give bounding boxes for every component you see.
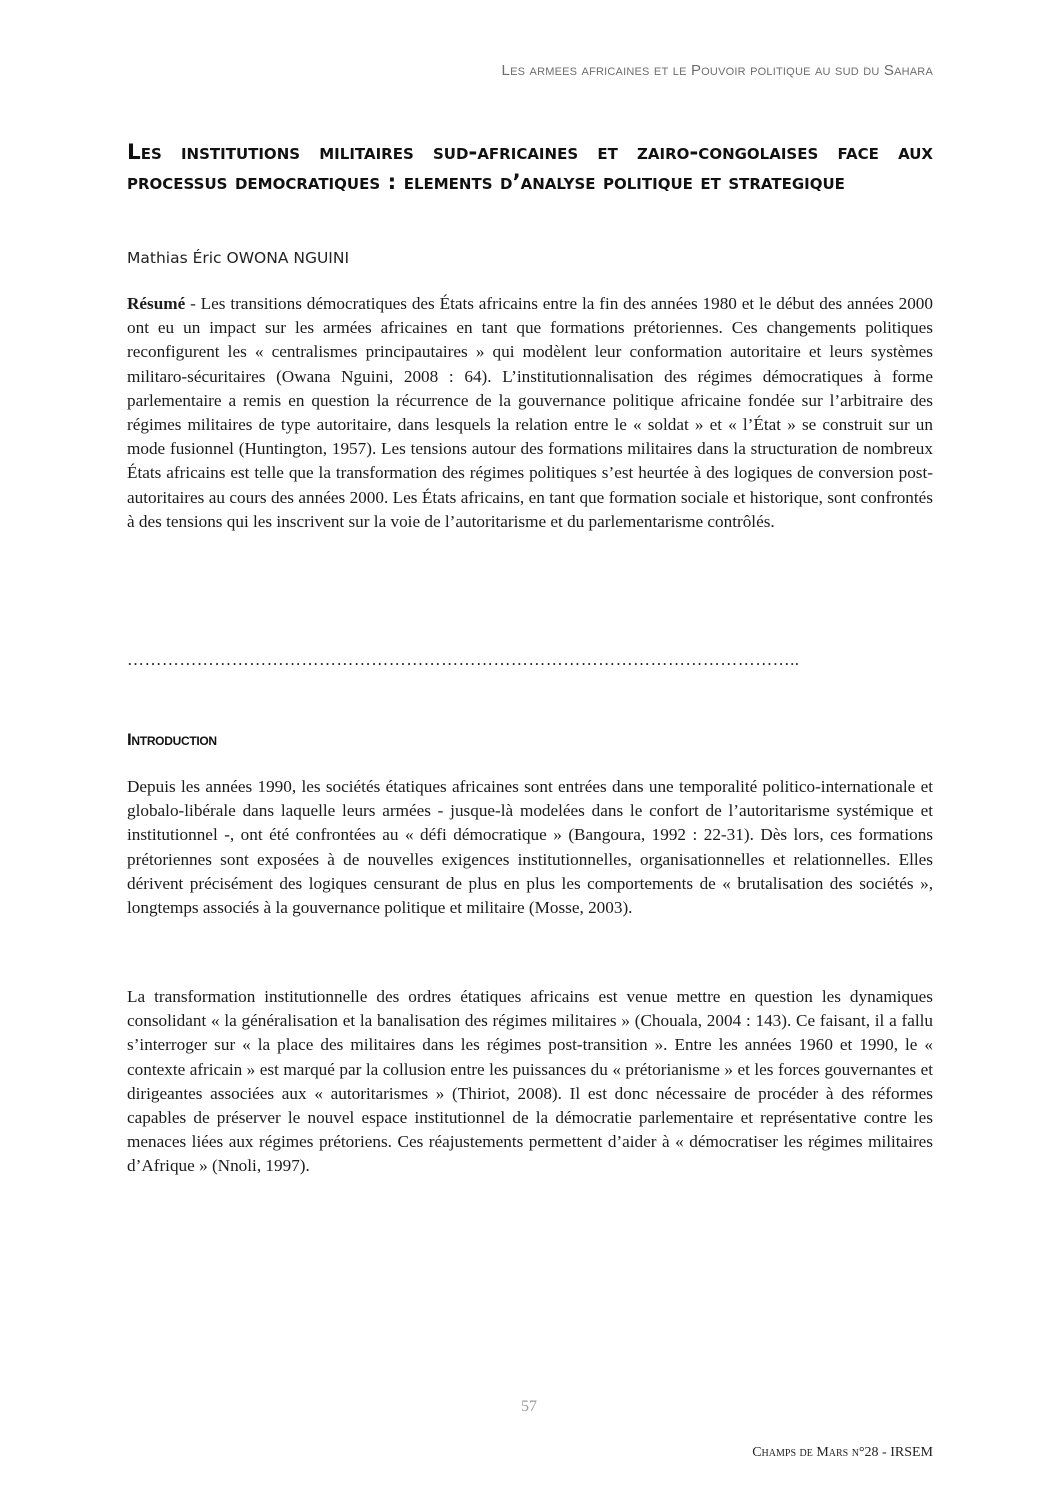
- section-heading-introduction: Introduction: [127, 730, 217, 749]
- body-paragraph: Depuis les années 1990, les sociétés étatiques africaines sont entrées dans une temporalité politico-internationale et globalo-libérale dans laquelle leurs armées - jusque-là modelées dans le confort de l’autoritarisme systémique et institutionnel -, ont été confrontées au « défi démocratique » (Bangoura, 1992 : 22-31). Dès lors, ces formations prétoriennes sont exposées à de nouvelles exigences institutionnelles, organisationnelles et relationnelles. Elles dérivent précisément des logiques censurant de plus en plus les comportements de « brutalisation des sociétés », longtemps associés à la gouvernance politique et militaire (Mosse, 2003).: [127, 777, 933, 918]
- body-paragraph: La transformation institutionnelle des ordres étatiques africains est venue mettre en question les dynamiques consolidant « la généralisation et la banalisation des régimes militaires » (Chouala, 2004 : 143). Ce faisant, il a fallu s’interroger sur « la place des militaires dans les régimes post-transition ». Entre les années 1960 et 1990, le « contexte africain » est marqué par la collusion entre les puissances du « prétorianisme » et les forces gouvernantes et dirigeantes associées aux « autoritarismes » (Thiriot, 2008). Il est donc nécessaire de procéder à des réformes capables de préserver le nouvel espace institutionnel de la démocratie parlementaire et représentative contre les menaces liées aux régimes prétoriens. Ces réajustements permettent d’aider à « démocratiser les régimes militaires d’Afrique » (Nnoli, 1997).: [127, 987, 933, 1176]
- article-title: Les institutions militaires sud-africaines et zairo-congolaises face aux processus democratiques : elements d’analyse politique et strategique: [127, 140, 933, 195]
- abstract-label: Résumé: [127, 294, 186, 313]
- article-author: Mathias Éric OWONA NGUINI: [127, 249, 350, 267]
- page-number: 57: [521, 1398, 537, 1415]
- running-header: Les armees africaines et le Pouvoir politique au sud du Sahara: [501, 62, 933, 79]
- journal-footer: Champs de Mars n°28 - IRSEM: [752, 1445, 933, 1460]
- abstract-text: - Les transitions démocratiques des États africains entre la fin des années 1980 et le début des années 2000 ont eu un impact sur les armées africaines en tant que formations prétoriennes. Ces changements politiques reconfigurent les « centralismes principautaires » qui modèlent leur conformation autoritaire et leurs systèmes militaro-sécuritaires (Owana Nguini, 2008 : 64). L’institutionnalisation des régimes démocratiques à forme parlementaire a remis en question la récurrence de la gouvernance politique africaine fondée sur l’arbitraire des régimes militaires de type autoritaire, dans lesquels la relation entre le « soldat » et « l’État » se construit sur un mode fusionnel (Huntington, 1957). Les tensions autour des formations militaires dans la structuration de nombreux États africains est telle que la transformation des régimes politiques s’est heurtée à des logiques de conversion post-autoritaires au cours des années 2000. Les États africains, en tant que formation sociale et historique, sont confrontés à des tensions qui les inscrivent sur la voie de l’autoritarisme et du parlementarisme contrôlés.: [127, 294, 933, 531]
- abstract: [127, 292, 933, 534]
- dotted-separator: ……………………………………………………………………………………………………..: [127, 650, 800, 669]
